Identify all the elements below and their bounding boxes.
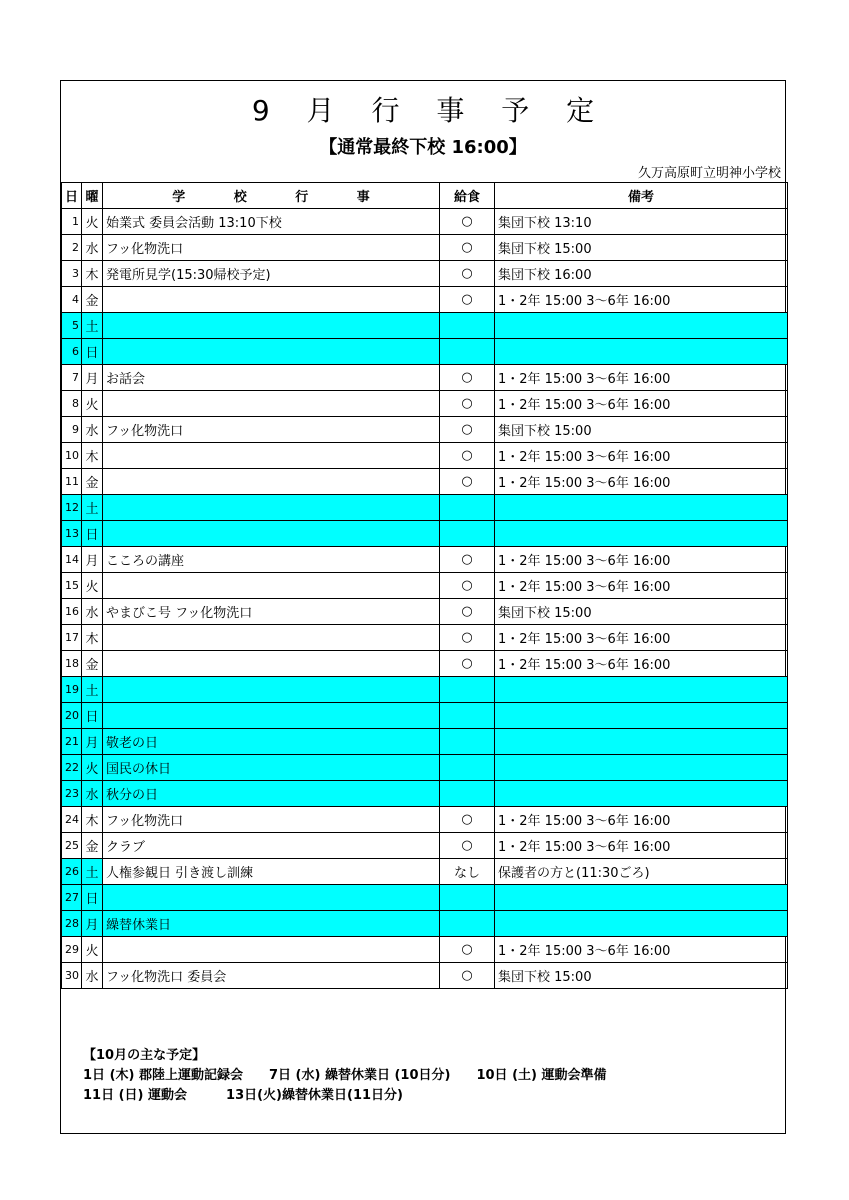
- day-cell: 2: [62, 235, 82, 261]
- table-row: [62, 859, 788, 885]
- day-cell: 21: [62, 729, 82, 755]
- table-row: [62, 885, 788, 911]
- event-cell: クラブ: [103, 833, 440, 859]
- day-cell: 4: [62, 287, 82, 313]
- event-cell: [103, 677, 440, 703]
- meal-cell: ○: [440, 547, 495, 573]
- dow-cell: 月: [82, 911, 103, 937]
- day-cell: 28: [62, 911, 82, 937]
- day-cell: 1: [62, 209, 82, 235]
- meal-cell: [440, 703, 495, 729]
- event-cell: [103, 937, 440, 963]
- day-cell: 29: [62, 937, 82, 963]
- table-row: [62, 781, 788, 807]
- dow-cell: 土: [82, 859, 103, 885]
- dow-cell: 火: [82, 937, 103, 963]
- meal-cell: ○: [440, 807, 495, 833]
- dow-cell: 金: [82, 469, 103, 495]
- event-cell: [103, 521, 440, 547]
- table-row: [62, 547, 788, 573]
- table-row: [62, 677, 788, 703]
- meal-cell: [440, 911, 495, 937]
- table-row: [62, 833, 788, 859]
- note-cell: 1・2年 15:00 3～6年 16:00: [495, 807, 788, 833]
- table-row: [62, 521, 788, 547]
- meal-cell: ○: [440, 287, 495, 313]
- note-cell: 1・2年 15:00 3～6年 16:00: [495, 625, 788, 651]
- note-cell: 集団下校 16:00: [495, 261, 788, 287]
- dow-cell: 火: [82, 573, 103, 599]
- table-row: [62, 417, 788, 443]
- dow-cell: 日: [82, 703, 103, 729]
- schedule-rows: [62, 209, 788, 989]
- meal-cell: ○: [440, 365, 495, 391]
- event-cell: こころの講座: [103, 547, 440, 573]
- day-cell: 3: [62, 261, 82, 287]
- table-row: [62, 313, 788, 339]
- day-cell: 9: [62, 417, 82, 443]
- event-cell: フッ化物洗口: [103, 807, 440, 833]
- event-cell: 始業式 委員会活動 13:10下校: [103, 209, 440, 235]
- meal-cell: ○: [440, 625, 495, 651]
- table-row: [62, 807, 788, 833]
- meal-cell: ○: [440, 651, 495, 677]
- note-cell: 1・2年 15:00 3～6年 16:00: [495, 547, 788, 573]
- table-row: [62, 755, 788, 781]
- dow-cell: 水: [82, 963, 103, 989]
- note-cell: [495, 911, 788, 937]
- meal-cell: [440, 729, 495, 755]
- page-subtitle: 【通常最終下校 16:00】: [319, 137, 527, 158]
- meal-cell: ○: [440, 209, 495, 235]
- table-row: [62, 261, 788, 287]
- meal-cell: [440, 885, 495, 911]
- event-cell: 発電所見学(15:30帰校予定): [103, 261, 440, 287]
- meal-cell: ○: [440, 235, 495, 261]
- note-cell: 集団下校 13:10: [495, 209, 788, 235]
- event-cell: [103, 287, 440, 313]
- dow-cell: 木: [82, 443, 103, 469]
- meal-cell: ○: [440, 391, 495, 417]
- dow-cell: 金: [82, 833, 103, 859]
- notes-heading: 【10月の主な予定】: [83, 1048, 206, 1063]
- day-cell: 27: [62, 885, 82, 911]
- day-cell: 15: [62, 573, 82, 599]
- event-cell: [103, 625, 440, 651]
- note-cell: [495, 781, 788, 807]
- table-row: [62, 625, 788, 651]
- table-row: [62, 963, 788, 989]
- event-cell: フッ化物洗口 委員会: [103, 963, 440, 989]
- meal-cell: ○: [440, 417, 495, 443]
- meal-cell: ○: [440, 937, 495, 963]
- event-cell: [103, 885, 440, 911]
- meal-cell: ○: [440, 599, 495, 625]
- meal-cell: [440, 755, 495, 781]
- dow-cell: 土: [82, 495, 103, 521]
- meal-cell: なし: [440, 859, 495, 885]
- table-row: [62, 339, 788, 365]
- dow-cell: 木: [82, 807, 103, 833]
- note-cell: [495, 729, 788, 755]
- table-row: [62, 703, 788, 729]
- event-cell: [103, 313, 440, 339]
- event-cell: 人権参観日 引き渡し訓練: [103, 859, 440, 885]
- table-row: [62, 729, 788, 755]
- note-cell: [495, 703, 788, 729]
- event-cell: お話会: [103, 365, 440, 391]
- day-cell: 11: [62, 469, 82, 495]
- note-cell: [495, 677, 788, 703]
- table-row: [62, 287, 788, 313]
- dow-cell: 木: [82, 261, 103, 287]
- meal-cell: [440, 313, 495, 339]
- meal-cell: [440, 495, 495, 521]
- event-cell: [103, 469, 440, 495]
- table-row: [62, 937, 788, 963]
- dow-cell: 木: [82, 625, 103, 651]
- day-cell: 6: [62, 339, 82, 365]
- note-cell: 保護者の方と(11:30ごろ): [495, 859, 788, 885]
- meal-cell: [440, 781, 495, 807]
- note-cell: 集団下校 15:00: [495, 417, 788, 443]
- header-note: 備考: [495, 183, 788, 209]
- dow-cell: 水: [82, 599, 103, 625]
- day-cell: 18: [62, 651, 82, 677]
- table-row: [62, 651, 788, 677]
- note-cell: [495, 313, 788, 339]
- meal-cell: [440, 521, 495, 547]
- event-cell: [103, 703, 440, 729]
- day-cell: 14: [62, 547, 82, 573]
- table-row: [62, 365, 788, 391]
- dow-cell: 月: [82, 365, 103, 391]
- day-cell: 17: [62, 625, 82, 651]
- table-row: [62, 599, 788, 625]
- meal-cell: [440, 339, 495, 365]
- event-cell: [103, 651, 440, 677]
- event-cell: やまびこ号 フッ化物洗口: [103, 599, 440, 625]
- day-cell: 5: [62, 313, 82, 339]
- meal-cell: ○: [440, 573, 495, 599]
- dow-cell: 水: [82, 417, 103, 443]
- day-cell: 24: [62, 807, 82, 833]
- meal-cell: ○: [440, 443, 495, 469]
- october-notes: [83, 1046, 607, 1106]
- day-cell: 19: [62, 677, 82, 703]
- note-cell: 1・2年 15:00 3～6年 16:00: [495, 365, 788, 391]
- event-cell: [103, 573, 440, 599]
- dow-cell: 土: [82, 313, 103, 339]
- meal-cell: [440, 677, 495, 703]
- note-cell: 1・2年 15:00 3～6年 16:00: [495, 573, 788, 599]
- dow-cell: 水: [82, 781, 103, 807]
- header-row: [62, 183, 788, 209]
- header-meal: 給食: [440, 183, 495, 209]
- event-cell: [103, 495, 440, 521]
- table-row: [62, 391, 788, 417]
- dow-cell: 日: [82, 521, 103, 547]
- note-cell: [495, 339, 788, 365]
- dow-cell: 火: [82, 209, 103, 235]
- day-cell: 30: [62, 963, 82, 989]
- day-cell: 10: [62, 443, 82, 469]
- table-row: [62, 235, 788, 261]
- schedule-table: [61, 182, 788, 989]
- dow-cell: 火: [82, 391, 103, 417]
- dow-cell: 月: [82, 729, 103, 755]
- note-cell: 1・2年 15:00 3～6年 16:00: [495, 469, 788, 495]
- dow-cell: 金: [82, 287, 103, 313]
- note-cell: 集団下校 15:00: [495, 235, 788, 261]
- dow-cell: 日: [82, 339, 103, 365]
- note-cell: 1・2年 15:00 3～6年 16:00: [495, 833, 788, 859]
- event-cell: フッ化物洗口: [103, 235, 440, 261]
- table-row: [62, 911, 788, 937]
- event-cell: 敬老の日: [103, 729, 440, 755]
- day-cell: 20: [62, 703, 82, 729]
- meal-cell: ○: [440, 261, 495, 287]
- note-cell: 集団下校 15:00: [495, 599, 788, 625]
- header-day: 日: [62, 183, 82, 209]
- page-title: 9 月 行 事 予 定: [251, 94, 609, 127]
- note-cell: [495, 755, 788, 781]
- day-cell: 25: [62, 833, 82, 859]
- notes-line-2: 11日 (日) 運動会 13日(火)繰替休業日(11日分): [83, 1088, 403, 1103]
- notes-line-1: 1日 (木) 郡陸上運動記録会 7日 (水) 繰替休業日 (10日分) 10日 (土) 運動会準備: [83, 1068, 607, 1083]
- event-cell: フッ化物洗口: [103, 417, 440, 443]
- school-name: 久万高原町立明神小学校: [637, 166, 781, 181]
- note-cell: 1・2年 15:00 3～6年 16:00: [495, 391, 788, 417]
- day-cell: 7: [62, 365, 82, 391]
- event-cell: [103, 443, 440, 469]
- event-cell: 国民の休日: [103, 755, 440, 781]
- day-cell: 23: [62, 781, 82, 807]
- dow-cell: 水: [82, 235, 103, 261]
- note-cell: 集団下校 15:00: [495, 963, 788, 989]
- event-cell: [103, 339, 440, 365]
- meal-cell: ○: [440, 469, 495, 495]
- dow-cell: 月: [82, 547, 103, 573]
- dow-cell: 金: [82, 651, 103, 677]
- table-row: [62, 573, 788, 599]
- event-cell: 秋分の日: [103, 781, 440, 807]
- event-cell: [103, 391, 440, 417]
- day-cell: 8: [62, 391, 82, 417]
- header-event: 学 校 行 事: [103, 183, 440, 209]
- table-row: [62, 209, 788, 235]
- day-cell: 16: [62, 599, 82, 625]
- schedule-sheet: [60, 80, 786, 1134]
- table-row: [62, 469, 788, 495]
- note-cell: [495, 495, 788, 521]
- note-cell: 1・2年 15:00 3～6年 16:00: [495, 651, 788, 677]
- event-cell: 繰替休業日: [103, 911, 440, 937]
- meal-cell: ○: [440, 963, 495, 989]
- note-cell: [495, 885, 788, 911]
- dow-cell: 火: [82, 755, 103, 781]
- note-cell: 1・2年 15:00 3～6年 16:00: [495, 937, 788, 963]
- dow-cell: 日: [82, 885, 103, 911]
- dow-cell: 土: [82, 677, 103, 703]
- day-cell: 13: [62, 521, 82, 547]
- table-row: [62, 495, 788, 521]
- note-cell: 1・2年 15:00 3～6年 16:00: [495, 287, 788, 313]
- table-row: [62, 443, 788, 469]
- meal-cell: ○: [440, 833, 495, 859]
- note-cell: [495, 521, 788, 547]
- day-cell: 26: [62, 859, 82, 885]
- day-cell: 12: [62, 495, 82, 521]
- note-cell: 1・2年 15:00 3～6年 16:00: [495, 443, 788, 469]
- header-dow: 曜: [82, 183, 103, 209]
- day-cell: 22: [62, 755, 82, 781]
